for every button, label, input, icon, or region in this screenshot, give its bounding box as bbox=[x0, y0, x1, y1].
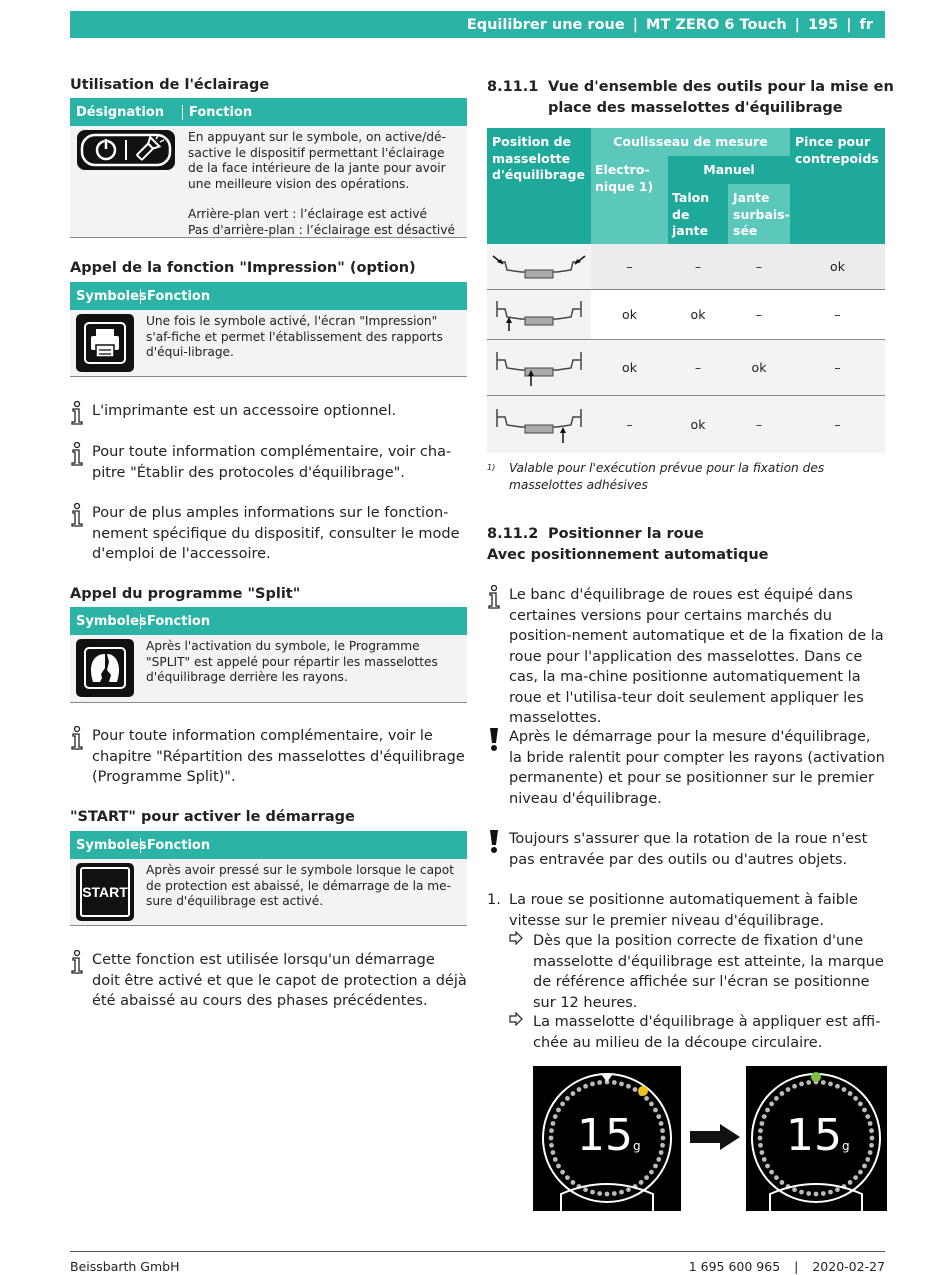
ring-dot bbox=[835, 1187, 840, 1192]
note-accessory: Pour de plus amples informations sur le fonction-nement spécifique du dispositif, consulter le mode d'emploi de l'accessoire. bbox=[92, 505, 460, 562]
col-electro: Electro-nique 1) bbox=[595, 162, 654, 194]
info-icon bbox=[70, 726, 84, 750]
footnote-mark: 1) bbox=[487, 463, 496, 472]
info-icon bbox=[487, 585, 501, 609]
weight-value: 15 bbox=[786, 1110, 842, 1161]
ring-dot bbox=[762, 1157, 767, 1162]
table-cell: – bbox=[728, 244, 790, 289]
section-8-11-1-heading bbox=[487, 77, 894, 118]
step-number: 1. bbox=[487, 892, 501, 908]
note-printer-optional: L'imprimante est un accessoire optionnel. bbox=[92, 403, 397, 419]
ring-dot bbox=[626, 1187, 631, 1192]
page-header: Equilibrer une roue | MT ZERO 6 Touch | 195 | fr bbox=[70, 11, 885, 38]
ring-dot bbox=[659, 1150, 664, 1155]
col-fonction: Fonction bbox=[182, 105, 467, 120]
lighting-green: Arrière-plan vert : l’éclairage est activé bbox=[188, 207, 428, 221]
table-cell: ok bbox=[728, 340, 790, 395]
ring-dot bbox=[848, 1091, 853, 1096]
ring-dot bbox=[828, 1082, 833, 1087]
ring-dot bbox=[556, 1164, 561, 1169]
ring-dot bbox=[659, 1121, 664, 1126]
ring-dot bbox=[549, 1143, 554, 1148]
ring-dot bbox=[633, 1087, 638, 1092]
ring-dot bbox=[869, 1128, 874, 1133]
ring-dot bbox=[865, 1157, 870, 1162]
col-fonction: Fonction bbox=[140, 289, 467, 304]
ring-dot bbox=[590, 1190, 595, 1195]
ring-dot bbox=[583, 1187, 588, 1192]
note-start: Cette fonction est utilisée lorsqu'un démarrage doit être activé et que le capot de protection a déjà été abaissé au cours des phases précédentes. bbox=[92, 952, 467, 1009]
printer-icon[interactable] bbox=[76, 314, 134, 372]
table-cell: – bbox=[591, 244, 668, 289]
table-cell: – bbox=[728, 290, 790, 339]
ring-dot bbox=[865, 1114, 870, 1119]
section-title-line2: place des masselottes d'équilibrage bbox=[548, 99, 843, 116]
ring-dot bbox=[571, 1180, 576, 1185]
ring-dot bbox=[649, 1170, 654, 1175]
ring-dot bbox=[821, 1191, 826, 1196]
ring-dot bbox=[565, 1175, 570, 1180]
ring-dot bbox=[765, 1164, 770, 1169]
ring-dot bbox=[597, 1080, 602, 1085]
table-row bbox=[487, 396, 885, 453]
lighting-heading: Utilisation de l'éclairage bbox=[70, 77, 270, 93]
step-result bbox=[509, 1012, 885, 1053]
ring-dot bbox=[551, 1150, 556, 1155]
lighting-desc: En appuyant sur le symbole, on active/dé-sactive le dispositif permettant l'éclairage de la face intérieure de la jante pour avoir une meilleure vision des opérations. bbox=[188, 130, 446, 191]
ring-dot bbox=[868, 1150, 873, 1155]
table-cell: ok bbox=[668, 396, 728, 453]
ring-dot bbox=[656, 1157, 661, 1162]
ring-dot bbox=[639, 1180, 644, 1185]
table-row bbox=[487, 290, 885, 340]
col-position: Position de masselotte d'équilibrage bbox=[492, 134, 585, 182]
ring-dot bbox=[549, 1128, 554, 1133]
ring-dot bbox=[549, 1136, 554, 1141]
ring-dot bbox=[806, 1191, 811, 1196]
table-cell: ok bbox=[591, 340, 668, 395]
lighting-table bbox=[70, 98, 467, 238]
ring-dot bbox=[862, 1164, 867, 1169]
col-pince: Pince pour contrepoids bbox=[795, 134, 879, 166]
weight-value: 15 bbox=[577, 1110, 633, 1161]
ring-dot bbox=[660, 1128, 665, 1133]
ring-dot bbox=[762, 1114, 767, 1119]
wheel-rim-inner-icon bbox=[491, 297, 587, 333]
balancing-screen-before bbox=[533, 1066, 681, 1211]
ring-dot bbox=[774, 1096, 779, 1101]
step-result bbox=[509, 931, 885, 1013]
ring-dot bbox=[656, 1114, 661, 1119]
ring-dot bbox=[862, 1108, 867, 1113]
start-icon-label: START bbox=[82, 884, 128, 900]
section-title-line1: Vue d'ensemble des outils pour la mise en bbox=[548, 79, 894, 95]
info-note bbox=[70, 401, 467, 422]
ring-dot bbox=[597, 1191, 602, 1196]
table-cell: – bbox=[728, 396, 790, 453]
result-text: La masselotte d'équilibrage à appliquer est affi-chée au milieu de la découpe circulaire. bbox=[533, 1014, 881, 1051]
weight-unit: g bbox=[842, 1139, 850, 1153]
warning-note bbox=[487, 727, 885, 809]
result-text: Dès que la position correcte de fixation d'une masselotte d'équilibrage est atteinte, la marque de référence affichée sur l'écran se positionne sur 12 heures. bbox=[533, 933, 884, 1011]
col-talon: Talon de jante bbox=[672, 190, 710, 238]
ring-dot bbox=[799, 1190, 804, 1195]
ring-dot bbox=[653, 1108, 658, 1113]
ring-dot bbox=[760, 1150, 765, 1155]
ring-dot bbox=[868, 1121, 873, 1126]
split-program-icon[interactable] bbox=[76, 639, 134, 697]
ring-dot bbox=[769, 1102, 774, 1107]
table-cell: – bbox=[790, 396, 885, 453]
ring-dot bbox=[774, 1175, 779, 1180]
footer-date: 2020-02-27 bbox=[812, 1259, 885, 1274]
ring-dot bbox=[553, 1114, 558, 1119]
footnote-text: Valable pour l'exécution prévue pour la fixation des masselottes adhésives bbox=[509, 461, 825, 492]
ring-dot bbox=[577, 1087, 582, 1092]
start-heading: "START" pour activer le démarrage bbox=[70, 809, 355, 825]
arrow-right-icon bbox=[690, 1124, 740, 1154]
note-split: Pour toute information complémentaire, voir le chapitre "Répartition des masselottes d'équilibrage (Programme Split)". bbox=[92, 728, 465, 785]
page-footer: Beissbarth GmbH 1 695 600 965 | 2020-02-27 bbox=[70, 1251, 885, 1274]
note-protocols: Pour toute information complémentaire, voir cha-pitre "Établir des protocoles d'équilibrage". bbox=[92, 444, 452, 481]
split-desc: Après l'activation du symbole, le Programme "SPLIT" est appelé pour répartir les masselottes d'équilibrage derrière les rayons. bbox=[146, 639, 438, 684]
ring-dot bbox=[792, 1084, 797, 1089]
print-heading: Appel de la fonction "Impression" (option) bbox=[70, 260, 416, 276]
info-note bbox=[70, 726, 467, 788]
section-number: 8.11.1 bbox=[487, 79, 539, 95]
wheel-rim-outer-icon bbox=[491, 405, 587, 445]
ring-dot bbox=[758, 1136, 763, 1141]
ring-dot bbox=[828, 1190, 833, 1195]
lighting-none: Pas d'arrière-plan : l’éclairage est désactivé bbox=[188, 222, 455, 237]
footer-docnum: 1 695 600 965 bbox=[688, 1259, 781, 1274]
info-icon bbox=[70, 401, 84, 425]
header-product: MT ZERO 6 Touch bbox=[646, 16, 787, 33]
table-cell: ok bbox=[790, 244, 885, 289]
footer-company: Beissbarth GmbH bbox=[70, 1259, 180, 1274]
info-note bbox=[70, 442, 467, 483]
balancing-screen-after bbox=[746, 1066, 887, 1211]
wheel-rim-clamp-icon bbox=[491, 252, 587, 282]
ring-dot bbox=[583, 1084, 588, 1089]
ring-dot bbox=[806, 1080, 811, 1085]
ring-dot bbox=[653, 1164, 658, 1169]
start-button-icon[interactable] bbox=[76, 863, 134, 921]
ring-dot bbox=[780, 1180, 785, 1185]
print-table bbox=[70, 282, 467, 377]
ring-dot bbox=[612, 1080, 617, 1085]
ring-dot bbox=[853, 1096, 858, 1101]
ring-dot bbox=[626, 1084, 631, 1089]
col-fonction: Fonction bbox=[140, 838, 467, 853]
ring-dot bbox=[848, 1180, 853, 1185]
warning-icon bbox=[487, 829, 501, 855]
section-subtitle: Avec positionnement automatique bbox=[487, 546, 769, 563]
ring-dot bbox=[590, 1082, 595, 1087]
col-symboles: Symboles bbox=[76, 837, 147, 853]
table-cell: – bbox=[790, 290, 885, 339]
split-table bbox=[70, 607, 467, 703]
ring-dot bbox=[786, 1087, 791, 1092]
ring-dot bbox=[660, 1143, 665, 1148]
section-title: Positionner la roue bbox=[548, 526, 704, 542]
table-cell: – bbox=[790, 340, 885, 395]
ring-dot bbox=[560, 1102, 565, 1107]
ring-dot bbox=[571, 1091, 576, 1096]
info-note bbox=[70, 503, 467, 565]
ring-dot bbox=[814, 1192, 819, 1197]
info-note bbox=[70, 950, 467, 1012]
warn-flange: Après le démarrage pour la mesure d'équilibrage, la bride ralentit pour compter les rayons (activation permanente) et pour se positionner sur le premier niveau d'équilibrage. bbox=[509, 729, 885, 807]
lighting-toggle-icon[interactable] bbox=[77, 130, 175, 170]
ring-dot bbox=[605, 1192, 610, 1197]
header-title: Equilibrer une roue bbox=[466, 16, 625, 33]
step-text: La roue se positionne automatiquement à faible vitesse sur le premier niveau d'équilibrage. bbox=[509, 892, 858, 929]
ring-dot bbox=[644, 1096, 649, 1101]
ring-dot bbox=[758, 1143, 763, 1148]
table-cell: – bbox=[591, 396, 668, 453]
ring-dot bbox=[619, 1082, 624, 1087]
ring-dot bbox=[649, 1102, 654, 1107]
info-icon bbox=[70, 442, 84, 466]
warning-icon bbox=[487, 727, 501, 753]
table-row bbox=[487, 340, 885, 396]
ring-dot bbox=[560, 1170, 565, 1175]
weight-unit: g bbox=[633, 1139, 641, 1153]
warning-note bbox=[487, 829, 885, 870]
ring-dot bbox=[565, 1096, 570, 1101]
table-cell: ok bbox=[591, 290, 668, 339]
header-page: 195 bbox=[807, 16, 839, 33]
print-desc: Une fois le symbole activé, l'écran "Impression" s'af-fiche et permet l'établissement des rapports d'équi-librage. bbox=[146, 314, 443, 359]
header-lang: fr bbox=[859, 16, 873, 33]
ring-dot bbox=[556, 1108, 561, 1113]
ring-dot bbox=[551, 1121, 556, 1126]
ring-dot bbox=[612, 1191, 617, 1196]
col-manuel: Manuel bbox=[703, 162, 755, 177]
table-row bbox=[487, 244, 885, 290]
note-auto-positioning: Le banc d'équilibrage de roues est équipé dans certaines versions pour certains marchés du position-nement automatique et de la fixation de la roue pour l'application des masselottes. Dans ce cas, la ma-chine positionne automatiquement la roue et l'utilisa-teur doit seulement appliquer les masselottes. bbox=[509, 587, 884, 726]
ring-dot bbox=[661, 1136, 666, 1141]
ring-dot bbox=[769, 1170, 774, 1175]
section-8-11-2-heading bbox=[487, 524, 769, 565]
start-table bbox=[70, 831, 467, 926]
step-1 bbox=[487, 890, 885, 931]
ring-dot bbox=[780, 1091, 785, 1096]
col-jante: Jante surbais-sée bbox=[733, 190, 790, 238]
split-heading: Appel du programme "Split" bbox=[70, 586, 301, 602]
start-desc: Après avoir pressé sur le symbole lorsque le capot de protection est abaissé, le démarrage de la me-sure d'équilibrage est activé. bbox=[146, 863, 455, 908]
ring-dot bbox=[553, 1157, 558, 1162]
info-icon bbox=[70, 950, 84, 974]
ring-dot bbox=[758, 1128, 763, 1133]
col-symboles: Symboles bbox=[76, 613, 147, 629]
table-footnote bbox=[487, 460, 885, 493]
ring-dot bbox=[842, 1087, 847, 1092]
table-cell: – bbox=[668, 244, 728, 289]
section-number: 8.11.2 bbox=[487, 526, 539, 542]
ring-dot bbox=[644, 1175, 649, 1180]
table-cell: – bbox=[668, 340, 728, 395]
arrow-right-icon bbox=[509, 1012, 533, 1053]
wheel-rim-center-icon bbox=[491, 348, 587, 388]
table-cell: ok bbox=[668, 290, 728, 339]
col-symboles: Symboles bbox=[76, 288, 147, 304]
info-icon bbox=[70, 503, 84, 527]
col-fonction: Fonction bbox=[140, 614, 467, 629]
ring-dot bbox=[799, 1082, 804, 1087]
ring-dot bbox=[870, 1136, 875, 1141]
arrow-right-icon bbox=[509, 931, 533, 1013]
ring-dot bbox=[792, 1187, 797, 1192]
info-note bbox=[487, 585, 885, 729]
ring-dot bbox=[858, 1102, 863, 1107]
ring-dot bbox=[853, 1175, 858, 1180]
ring-dot bbox=[835, 1084, 840, 1089]
ring-dot bbox=[760, 1121, 765, 1126]
ring-dot bbox=[821, 1080, 826, 1085]
ring-dot bbox=[619, 1190, 624, 1195]
col-coulisseau: Coulisseau de mesure bbox=[613, 134, 768, 149]
ring-dot bbox=[858, 1170, 863, 1175]
col-designation: Désignation bbox=[76, 104, 164, 120]
ring-dot bbox=[869, 1143, 874, 1148]
warn-rotation: Toujours s'assurer que la rotation de la roue n'est pas entravée par des outils ou d'autres objets. bbox=[509, 831, 868, 868]
ring-dot bbox=[765, 1108, 770, 1113]
